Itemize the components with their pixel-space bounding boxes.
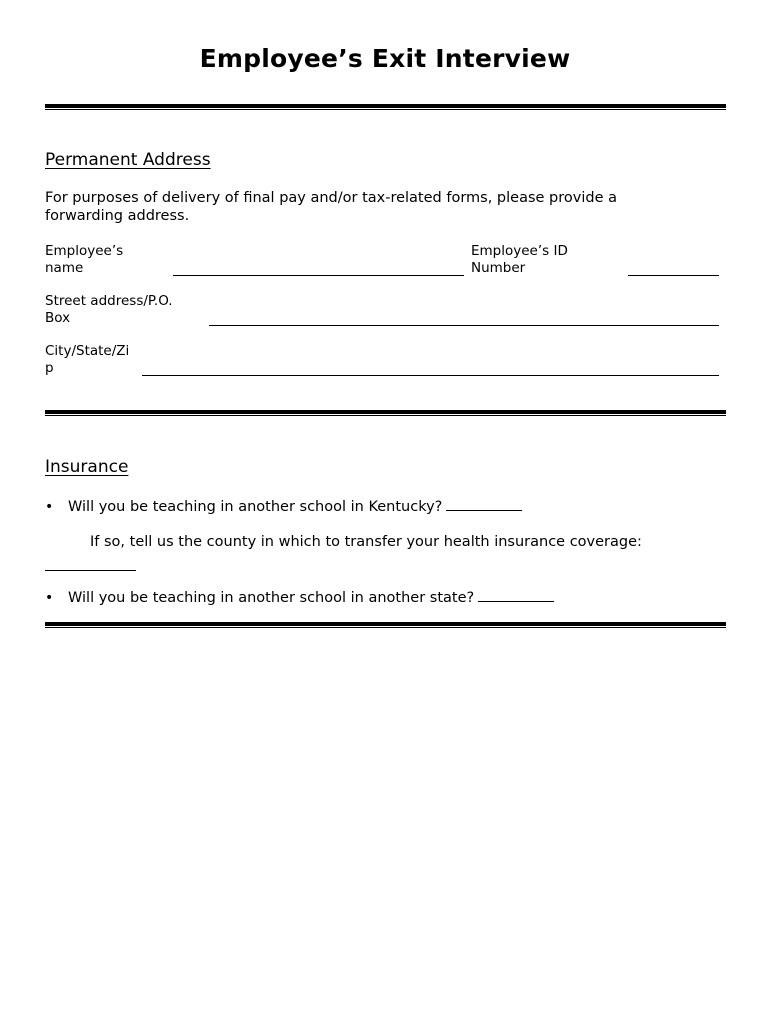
employee-id-field[interactable]: [628, 275, 719, 276]
employee-name-label-line2: name: [45, 260, 84, 276]
other-state-answer-field[interactable]: [478, 589, 554, 602]
employee-name-label: [45, 243, 123, 277]
city-state-zip-label: [45, 343, 129, 377]
address-intro-text: For purposes of delivery of final pay and/or tax-related forms, please provide a forwarding address.: [45, 190, 618, 224]
document-title: Employee’s Exit Interview: [199, 44, 571, 73]
employee-id-label: [471, 243, 568, 277]
county-follow-up-text: If so, tell us the county in which to transfer your health insurance coverage:: [90, 534, 642, 550]
kentucky-answer-field[interactable]: [446, 498, 522, 511]
city-state-zip-label-line1: City/State/Zi: [45, 343, 130, 359]
city-state-zip-field[interactable]: [142, 375, 719, 376]
employee-name-label-line1: Employee’s: [45, 243, 124, 259]
question-other-state-text: Will you be teaching in another school in another state?: [68, 590, 475, 606]
bullet-icon: •: [45, 499, 54, 515]
question-kentucky-text: Will you be teaching in another school in Kentucky?: [68, 499, 443, 515]
section-divider-top: [45, 104, 726, 110]
street-address-label: [45, 293, 173, 327]
insurance-question-kentucky: [45, 498, 522, 515]
city-state-zip-label-line2: p: [45, 360, 54, 376]
section-divider-middle: [45, 410, 726, 416]
employee-id-label-line2: Number: [471, 260, 526, 276]
section-divider-bottom: [45, 622, 726, 628]
street-address-label-line1: Street address/P.O.: [45, 293, 173, 309]
street-address-field[interactable]: [209, 325, 719, 326]
employee-id-label-line1: Employee’s ID: [471, 243, 568, 259]
county-answer-field[interactable]: [45, 570, 136, 571]
permanent-address-heading: Permanent Address: [45, 150, 211, 170]
insurance-question-other-state: [45, 589, 554, 606]
insurance-heading: Insurance: [45, 457, 129, 477]
bullet-icon: •: [45, 590, 54, 606]
employee-name-field[interactable]: [173, 275, 464, 276]
street-address-label-line2: Box: [45, 310, 71, 326]
